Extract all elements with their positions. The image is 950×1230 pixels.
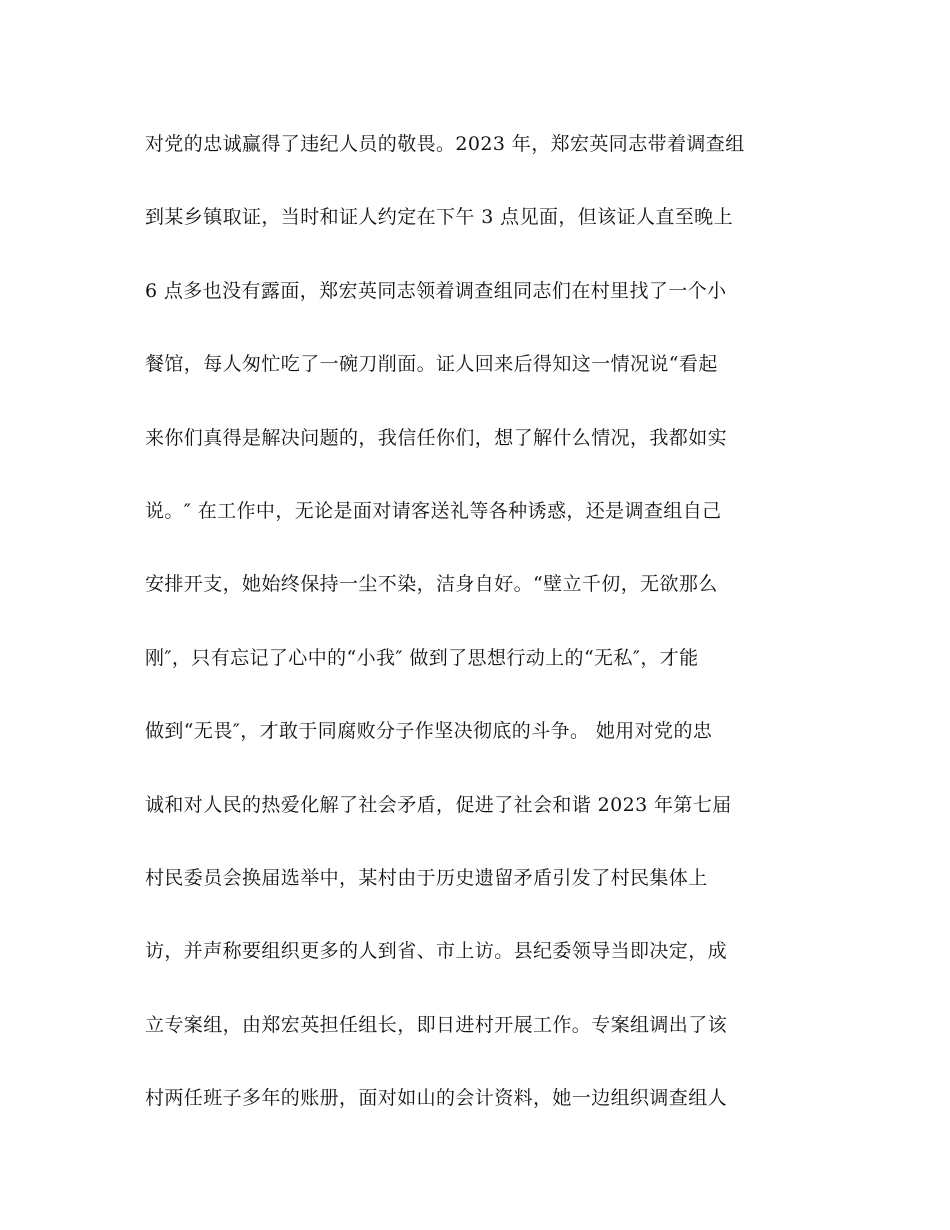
text-line: 村两任班子多年的账册，面对如山的会计资料，她一边组织调查组人 <box>145 1087 728 1110</box>
text-line: 立专案组，由郑宏英担任组长，即日进村开展工作。专案组调出了该 <box>145 1013 728 1036</box>
text-line: 诚和对人民的热爱化解了社会矛盾，促进了社会和谐 2023 年第七届 <box>145 793 732 816</box>
text-line: 村民委员会换届选举中，某村由于历史遗留矛盾引发了村民集体上 <box>145 866 708 889</box>
body-text <box>145 124 805 1151</box>
text-line: 刚″，只有忘记了心中的“小我″ 做到了思想行动上的“无私″，才能 <box>145 646 699 669</box>
text-line: 安排开支，她始终保持一尘不染，洁身自好。“壁立千仞，无欲那么 <box>145 573 718 596</box>
text-line: 做到“无畏″，才敢于同腐败分子作坚决彻底的斗争。 她用对党的忠 <box>145 720 713 743</box>
text-line: 说。″ 在工作中，无论是面对请客送礼等各种诱惑，还是调查组自己 <box>145 499 722 522</box>
text-line: 餐馆，每人匆忙吃了一碗刀削面。证人回来后得知这一情况说“看起 <box>145 353 718 376</box>
text-line: 对党的忠诚赢得了违纪人员的敬畏。2023 年，郑宏英同志带着调查组 <box>145 133 745 155</box>
text-line: 到某乡镇取证，当时和证人约定在下午 3 点见面，但该证人直至晚上 <box>145 206 733 229</box>
text-line: 来你们真得是解决问题的，我信任你们，想了解什么情况，我都如实 <box>145 426 728 449</box>
text-line: 6 点多也没有露面，郑宏英同志领着调查组同志们在村里找了一个小 <box>145 279 727 302</box>
text-line: 访，并声称要组织更多的人到省、市上访。县纪委领导当即决定，成 <box>145 940 728 963</box>
